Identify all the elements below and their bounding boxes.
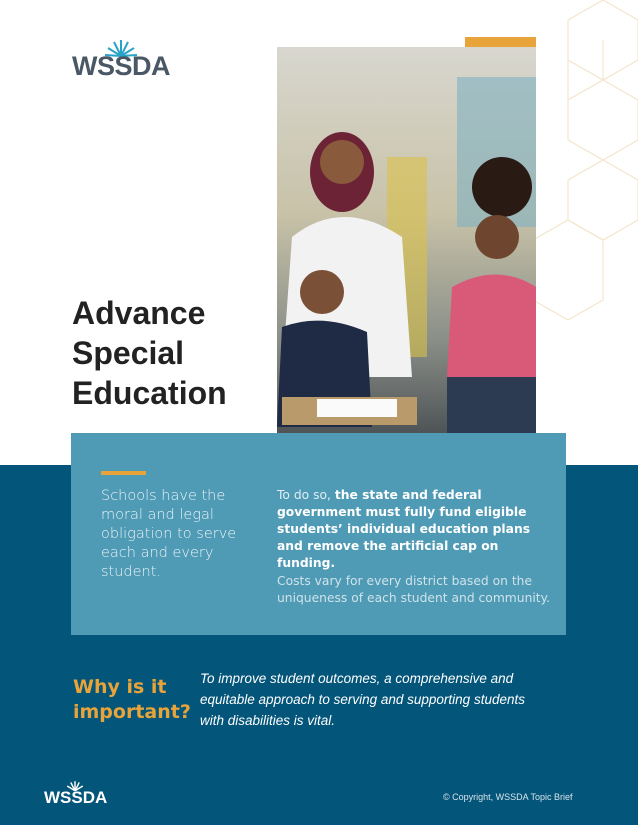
hero-photo [277,47,536,465]
why-heading [73,675,191,725]
why-text: To improve student outcomes, a comprehensive and equitable approach to serving and supporting students with disabilities is vital. [200,671,525,728]
accent-bar [465,37,536,47]
footer-logo-text: WSSDA [44,788,108,807]
title-line: Education [72,375,227,411]
funding-emphasis: the state and federal government must fully fund eligible students’ individual education plans and remove the artificial cap on funding. [277,488,531,570]
obligation-statement: Schools have the moral and legal obligation to serve each and every student. [101,488,237,580]
page-title [72,293,227,413]
hexagon-pattern [528,0,638,320]
classroom-photo-illustration [277,47,536,465]
info-box [71,433,566,635]
accent-divider [101,471,146,475]
footer-logo [44,780,108,808]
title-line: Special [72,335,185,371]
copyright: © Copyright, WSSDA Topic Brief [443,792,573,802]
funding-intro: To do so, [277,488,335,502]
costs-note: Costs vary for every district based on the uniqueness of each student and community. [277,574,551,605]
funding-statement [277,487,557,572]
title-line: Advance [72,295,206,331]
logo-text: WSSDA [72,51,170,81]
wssda-logo [72,38,170,82]
why-heading-line: important? [73,701,191,723]
why-heading-line: Why is it [73,676,167,698]
